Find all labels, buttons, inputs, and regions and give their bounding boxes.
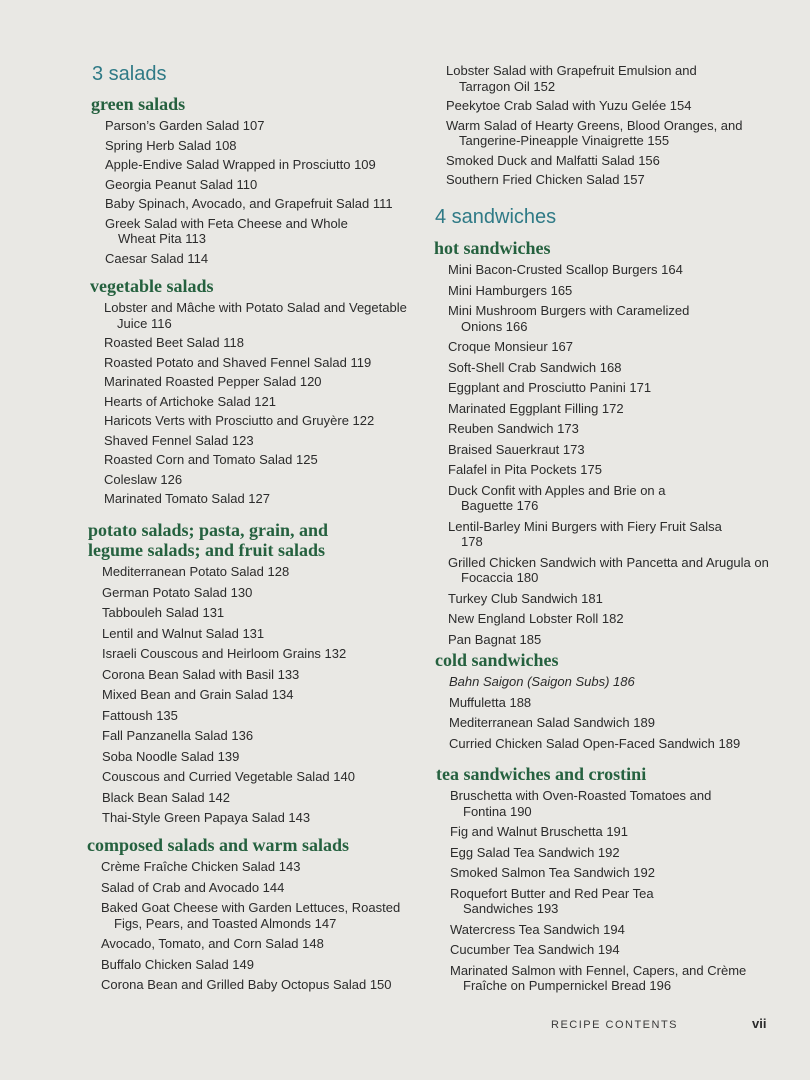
recipe-item[interactable]: Croque Monsieur 167 [448,339,574,354]
section-title: potato salads; pasta, grain, and legume salads; and fruit salads [88,520,329,560]
section-title: vegetable salads [90,276,214,296]
recipe-item[interactable]: Spring Herb Salad 108 [105,137,237,153]
recipe-item[interactable]: Bahn Saigon (Saigon Subs) 186 [449,674,635,689]
recipe-item[interactable]: German Potato Salad 130 [102,584,253,600]
recipe-item[interactable]: Avocado, Tomato, and Corn Salad 148 [101,936,324,951]
recipe-item[interactable]: Shaved Fennel Salad 123 [104,432,254,448]
section-title: tea sandwiches and crostini [436,764,647,784]
recipe-list [435,674,782,751]
section-title: composed salads and warm salads [87,835,350,855]
recipe-item[interactable]: Black Bean Salad 142 [102,789,230,805]
page-number: vii [752,1016,767,1031]
recipe-item[interactable]: Mini Hamburgers 165 [448,282,573,298]
chapter-title-sandwiches: 4 sandwiches [435,206,557,228]
recipe-item[interactable]: Curried Chicken Salad Open-Faced Sandwich 189 [449,735,741,751]
recipe-item[interactable]: Roasted Corn and Tomato Salad 125 [104,452,318,467]
section-title: cold sandwiches [435,650,559,670]
recipe-item[interactable]: Muffuletta 188 [449,694,532,710]
section-tea-sandwiches-crostini [436,764,782,994]
recipe-item[interactable]: Turkey Club Sandwich 181 [448,590,603,606]
recipe-item[interactable]: Greek Salad with Feta Cheese and Whole Wheat Pita 113 [105,215,348,246]
recipe-item[interactable]: Buffalo Chicken Salad 149 [101,956,254,972]
section-title: green salads [91,94,186,114]
recipe-item[interactable]: Smoked Duck and Malfatti Salad 156 [446,152,660,168]
recipe-item[interactable]: New England Lobster Roll 182 [448,611,624,626]
recipe-item[interactable]: Marinated Eggplant Filling 172 [448,400,624,416]
recipe-item[interactable]: Marinated Salmon with Fennel, Capers, and Crème Fraîche on Pumpernickel Bread 196 [450,962,747,993]
recipe-item[interactable]: Georgia Peanut Salad 110 [105,176,258,192]
recipe-item[interactable]: Braised Sauerkraut 173 [448,441,585,457]
recipe-item[interactable]: Salad of Crab and Avocado 144 [101,879,285,895]
section-green-salads [91,94,426,266]
recipe-item[interactable]: Caesar Salad 114 [105,250,209,266]
section-composed-warm-salads [87,835,426,993]
recipe-item[interactable]: Fig and Walnut Bruschetta 191 [450,824,629,839]
recipe-item[interactable]: Crème Fraîche Chicken Salad 143 [101,859,301,874]
recipe-list [434,262,782,647]
recipe-list [88,564,426,826]
chapter-title-salads: 3 salads [92,63,167,85]
recipe-item[interactable]: Egg Salad Tea Sandwich 192 [450,844,620,860]
composed-salads-continued [432,63,782,188]
recipe-item[interactable]: Roasted Beet Salad 118 [104,335,244,350]
section-hot-sandwiches [434,238,782,647]
recipe-item[interactable]: Corona Bean Salad with Basil 133 [102,666,300,682]
recipe-list [436,788,782,994]
recipe-item[interactable]: Lobster and Mâche with Potato Salad and Vegetable Juice 116 [104,300,407,331]
section-vegetable-salads [90,276,426,507]
recipe-item[interactable]: Mediterranean Salad Sandwich 189 [449,715,655,730]
recipe-item[interactable]: Lentil-Barley Mini Burgers with Fiery Fruit Salsa 178 [448,518,722,549]
recipe-item[interactable]: Fall Panzanella Salad 136 [102,728,254,743]
recipe-item[interactable]: Roquefort Butter and Red Pear Tea Sandwiches 193 [450,885,654,916]
recipe-item[interactable]: Hearts of Artichoke Salad 121 [104,393,276,409]
recipe-item[interactable]: Warm Salad of Hearty Greens, Blood Oranges, and Tangerine-Pineapple Vinaigrette 155 [446,117,743,148]
recipe-item[interactable]: Thai-Style Green Papaya Salad 143 [102,810,311,825]
recipe-item[interactable]: Haricots Verts with Prosciutto and Gruyère 122 [104,413,375,428]
recipe-item[interactable]: Lentil and Walnut Salad 131 [102,625,265,641]
recipe-item[interactable]: Smoked Salmon Tea Sandwich 192 [450,865,655,880]
recipe-item[interactable]: Mediterranean Potato Salad 128 [102,564,290,579]
recipe-item[interactable]: Apple-Endive Salad Wrapped in Prosciutto 109 [105,157,376,172]
recipe-item[interactable]: Reuben Sandwich 173 [448,421,579,436]
recipe-item[interactable]: Baby Spinach, Avocado, and Grapefruit Salad 111 [105,196,393,211]
recipe-item[interactable]: Mixed Bean and Grain Salad 134 [102,687,294,702]
recipe-item[interactable]: Grilled Chicken Sandwich with Pancetta and Arugula on Focaccia 180 [448,554,769,585]
recipe-item[interactable]: Mini Bacon-Crusted Scallop Burgers 164 [448,262,683,277]
recipe-list [91,118,426,266]
recipe-item[interactable]: Lobster Salad with Grapefruit Emulsion and Tarragon Oil 152 [446,63,697,94]
recipe-item[interactable]: Israeli Couscous and Heirloom Grains 132 [102,646,347,661]
recipe-item[interactable]: Marinated Roasted Pepper Salad 120 [104,374,322,389]
recipe-item[interactable]: Tabbouleh Salad 131 [102,605,225,620]
section-title: hot sandwiches [434,238,551,258]
recipe-list [87,859,426,993]
recipe-item[interactable]: Pan Bagnat 185 [448,631,542,647]
footer-running-head: RECIPE CONTENTS [551,1019,679,1031]
recipe-item[interactable]: Parson’s Garden Salad 107 [105,118,265,133]
recipe-item[interactable]: Bruschetta with Oven-Roasted Tomatoes and Fontina 190 [450,788,712,819]
recipe-list [90,300,426,507]
section-potato-pasta-grain-salads [88,520,426,826]
recipe-item[interactable]: Soft-Shell Crab Sandwich 168 [448,359,622,375]
recipe-item[interactable]: Couscous and Curried Vegetable Salad 140 [102,769,355,784]
recipe-item[interactable]: Eggplant and Prosciutto Panini 171 [448,380,652,395]
recipe-item[interactable]: Corona Bean and Grilled Baby Octopus Salad 150 [101,977,392,992]
recipe-item[interactable]: Southern Fried Chicken Salad 157 [446,172,645,187]
recipe-item[interactable]: Roasted Potato and Shaved Fennel Salad 119 [104,354,372,370]
recipe-item[interactable]: Duck Confit with Apples and Brie on a Baguette 176 [448,482,666,513]
recipe-item[interactable]: Fattoush 135 [102,707,178,723]
recipe-item[interactable]: Marinated Tomato Salad 127 [104,491,270,506]
section-cold-sandwiches [435,650,782,751]
recipe-item[interactable]: Baked Goat Cheese with Garden Lettuces, Roasted Figs, Pears, and Toasted Almonds 147 [101,900,401,931]
recipe-list [432,63,782,188]
recipe-item[interactable]: Cucumber Tea Sandwich 194 [450,942,620,957]
recipe-item[interactable]: Peekytoe Crab Salad with Yuzu Gelée 154 [446,98,692,113]
recipe-item[interactable]: Watercress Tea Sandwich 194 [450,921,625,937]
recipe-item[interactable]: Coleslaw 126 [104,471,183,487]
recipe-item[interactable]: Falafel in Pita Pockets 175 [448,462,602,477]
recipe-item[interactable]: Soba Noodle Salad 139 [102,748,240,764]
recipe-item[interactable]: Mini Mushroom Burgers with Caramelized Onions 166 [448,303,690,334]
